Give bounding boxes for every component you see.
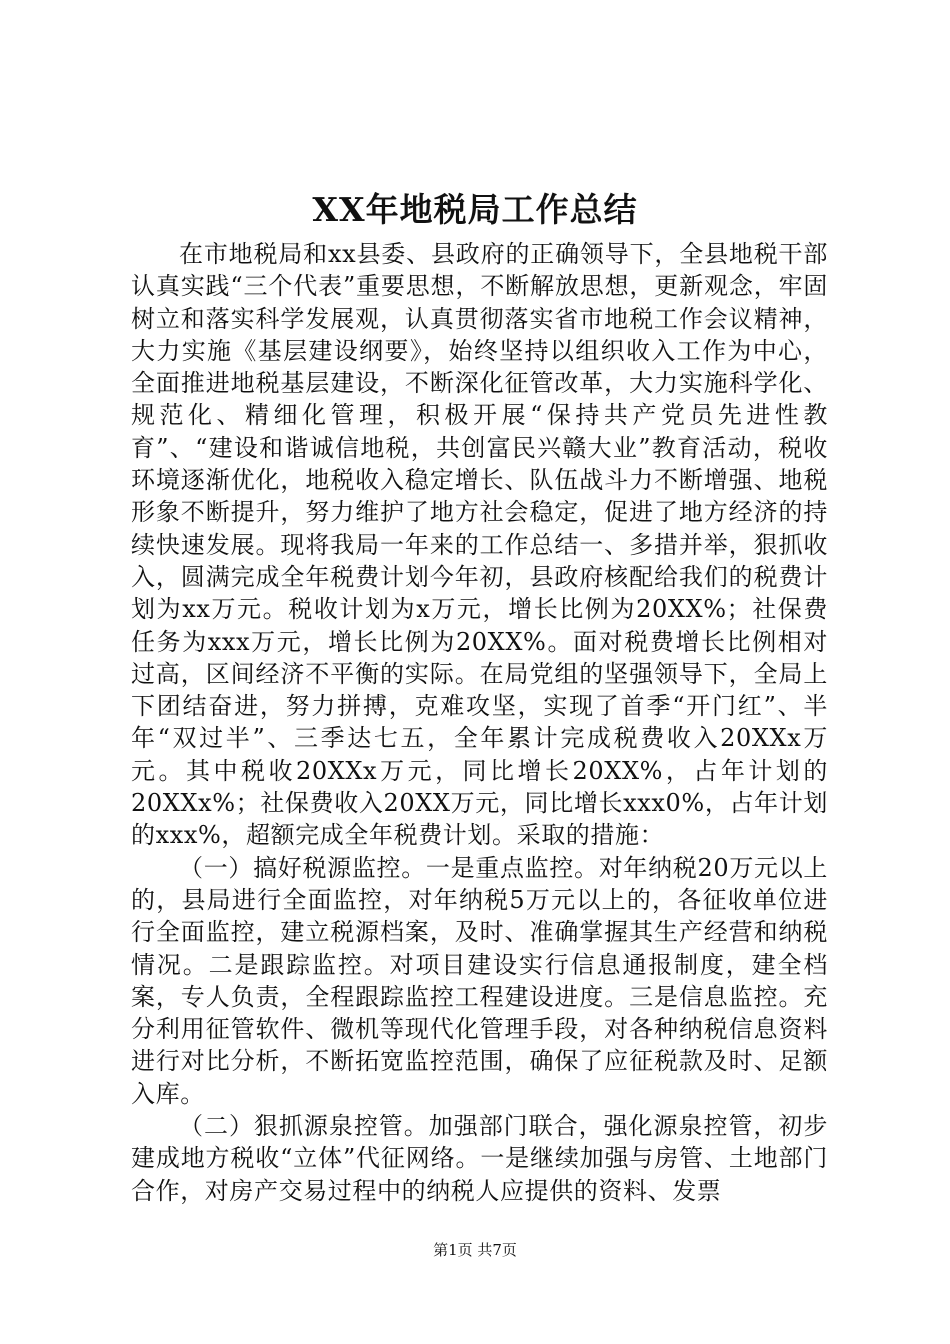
page-number-footer: 第1页 共7页 [433,1241,517,1259]
paragraph-section-1: （一）搞好税源监控。一是重点监控。对年纳税20万元以上的，县局进行全面监控，对年纳税5万元以上的，各征收单位进行全面监控，建立税源档案，及时、准确掌握其生产经营和纳税情况。二是跟踪监控。对项目建设实行信息通报制度，建全档案，专人负责，全程跟踪监控工程建设进度。三是信息监控。充分利用征管软件、微机等现代化管理手段，对各种纳税信息资料进行对比分析，不断拓宽监控范围，确保了应征税款及时、足额入库。 [131,853,828,1108]
paragraph-intro: 在市地税局和xx县委、县政府的正确领导下，全县地税干部认真实践“三个代表”重要思想，不断解放思想，更新观念，牢固树立和落实科学发展观，认真贯彻落实省市地税工作会议精神，大力实施《基层建设纲要》，始终坚持以组织收入工作为中心，全面推进地税基层建设，不断深化征管改革，大力实施科学化、规范化、精细化管理，积极开展“保持共产党员先进性教育”、“建设和谐诚信地税，共创富民兴赣大业”教育活动，税收环境逐渐优化，地税收入稳定增长、队伍战斗力不断增强、地税形象不断提升，努力维护了地方社会稳定，促进了地方经济的持续快速发展。现将我局一年来的工作总结一、多措并举，狠抓收入，圆满完成全年税费计划今年初，县政府核配给我们的税费计划为xx万元。税收计划为x万元，增长比例为20XX%；社保费任务为xxx万元，增长比例为20XX%。面对税费增长比例相对过高，区间经济不平衡的实际。在局党组的坚强领导下，全局上下团结奋进，努力拼搏，克难攻坚，实现了首季“开门红”、半年“双过半”、三季达七五，全年累计完成税费收入20XXx万元。其中税收20XXx万元，同比增长20XX%，占年计划的20XXx%；社保费收入20XX万元，同比增长xxx0%，占年计划的xxx%，超额完成全年税费计划。采取的措施： [131,240,828,850]
document-body [131,238,828,1207]
paragraph-section-2: （二）狠抓源泉控管。加强部门联合，强化源泉控管，初步建成地方税收“立体”代征网络。一是继续加强与房管、土地部门合作，对房产交易过程中的纳税人应提供的资料、发票 [131,1112,828,1205]
document-title: XX年地税局工作总结 [312,190,638,229]
